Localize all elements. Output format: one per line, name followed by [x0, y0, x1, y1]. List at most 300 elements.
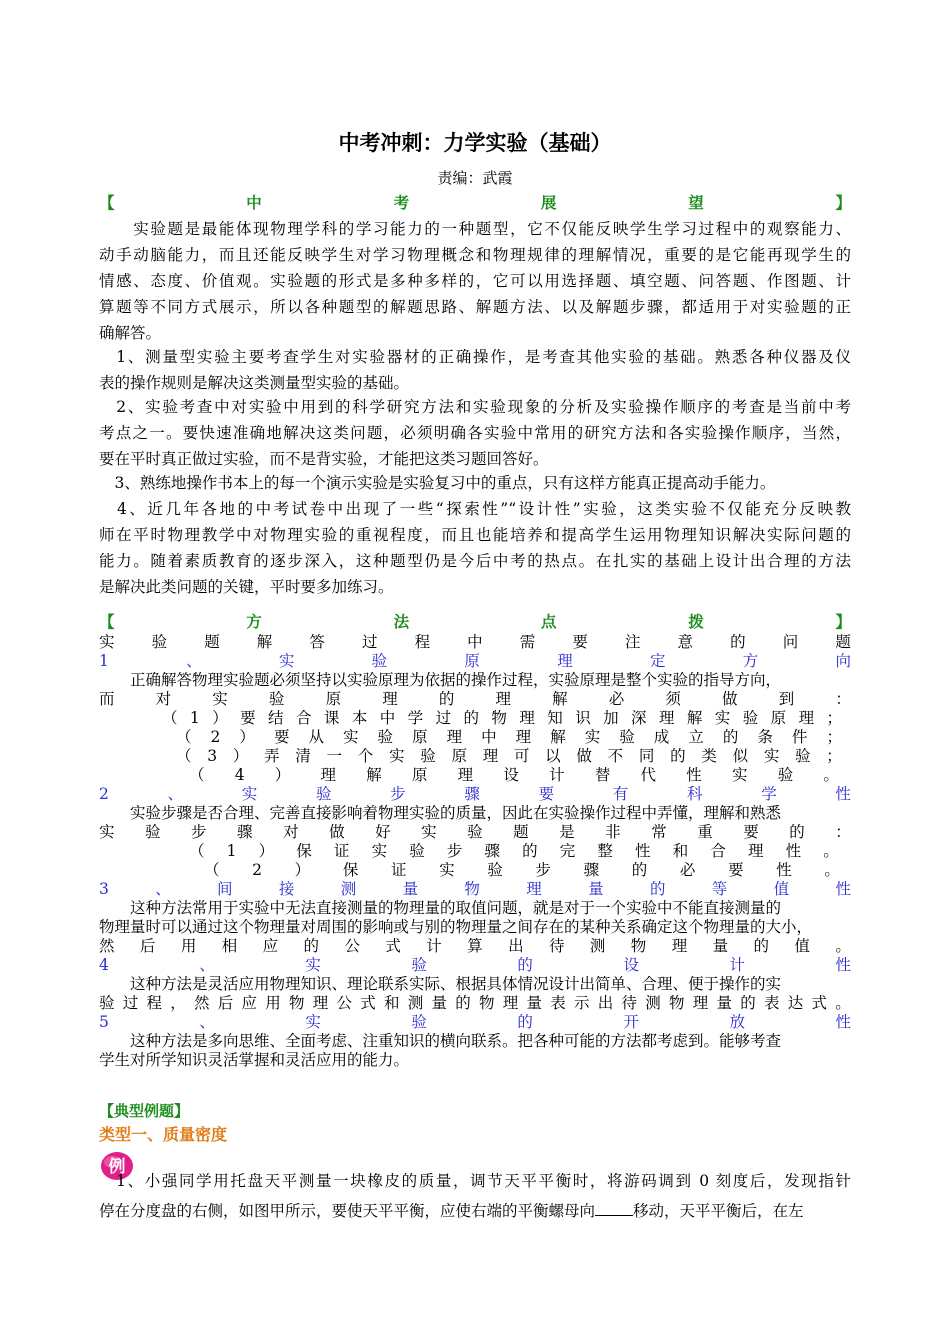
outlook-line: 能力。随着素质教育的逐步深入，这种题型仍是今后中考的热点。在扎实的基础上设计出合理的方法	[99, 552, 851, 570]
outlook-line: 3、熟练地操作书本上的每一个演示实验是实验复习中的重点，只有这样方能真正提高动手能力。	[99, 474, 776, 492]
section-4-body-last	[99, 994, 851, 1013]
glyph: 量	[712, 937, 729, 955]
glyph: 设	[623, 956, 639, 974]
glyph: 性	[776, 861, 792, 879]
glyph: 中	[467, 633, 483, 651]
glyph: 验	[777, 766, 794, 784]
glyph: 设	[503, 766, 519, 784]
glyph: 达	[787, 994, 804, 1012]
glyph: 性	[635, 842, 651, 860]
type-1-heading: 类型一、质量密度	[99, 1125, 228, 1144]
glyph: 测	[589, 937, 606, 955]
glyph: 验	[420, 747, 436, 765]
glyph: 值	[794, 937, 810, 955]
outlook-line: 考点之一。要快速准确地解决这类问题，必须明确各实验中常用的研究方法和各实验操作顺序，当然，	[99, 424, 851, 442]
section-3-body-last	[99, 937, 851, 956]
glyph: 验	[411, 1013, 427, 1031]
glyph: 理	[557, 652, 573, 670]
glyph: 验	[377, 728, 394, 746]
glyph: 性	[835, 880, 851, 898]
glyph: ：	[835, 823, 851, 841]
glyph: 计	[729, 956, 745, 974]
glyph: 必	[608, 690, 625, 708]
glyph: 原	[325, 690, 342, 708]
glyph: 要	[273, 728, 290, 746]
section-5-body: 这种方法是多向思维、全面考虑、注重知识的横向联系。把各种可能的方法都考虑到。能够考查	[99, 1032, 782, 1050]
glyph: 然	[99, 937, 115, 955]
glyph: 原	[770, 709, 787, 727]
outlook-line: 动手动脑能力，而且还能反映学生对学习物理概念和物理规律的理解情况，重要的是它能再现学生的	[99, 246, 851, 264]
glyph: 理	[692, 994, 709, 1012]
glyph: 、	[155, 880, 171, 898]
glyph: 实	[714, 709, 731, 727]
glyph: 的	[631, 861, 648, 879]
glyph: 1	[189, 709, 200, 727]
glyph: 性	[686, 766, 702, 784]
glyph: 识	[575, 709, 591, 727]
glyph: ）	[239, 728, 255, 746]
glyph: 过	[435, 709, 452, 727]
glyph: （	[176, 728, 192, 746]
glyph: 验	[467, 823, 483, 841]
glyph: 原	[411, 766, 428, 784]
glyph: 点	[540, 613, 557, 631]
glyph: 保	[296, 842, 312, 860]
glyph: 实	[212, 690, 228, 708]
glyph: ；	[826, 728, 842, 746]
glyph: 验	[315, 785, 332, 803]
glyph: 定	[649, 652, 666, 670]
glyph: 和	[384, 994, 400, 1012]
glyph: 的	[649, 880, 666, 898]
glyph: 5	[99, 1013, 109, 1031]
glyph: 证	[390, 861, 407, 879]
glyph: 后	[217, 994, 234, 1012]
glyph: 学	[407, 709, 424, 727]
glyph: 中	[379, 709, 396, 727]
glyph: ，	[170, 994, 186, 1012]
glyph: 解	[256, 633, 273, 651]
section-3-body: 物理量时可以通过这个物理量对周围的影响或与别的物理量之间存在的某种关系确定这个物理量的大小，	[99, 918, 813, 936]
outlook-line: 情感、态度、价值观。实验题的形式是多种多样的，它可以用选择题、填空题、问答题、作图题、计	[99, 272, 851, 290]
glyph: 实	[343, 728, 359, 746]
glyph: 原	[451, 747, 467, 765]
glyph: 验	[619, 728, 635, 746]
glyph: 测	[407, 994, 424, 1012]
glyph: 理	[658, 709, 675, 727]
outlook-line: 表的操作规则是解决这类测量型实验的基础。	[99, 374, 410, 392]
glyph: 加	[603, 709, 619, 727]
glyph: 注	[624, 633, 641, 651]
glyph: 理	[747, 842, 764, 860]
glyph: 成	[653, 728, 670, 746]
glyph: 展	[540, 194, 557, 212]
glyph: 对	[283, 823, 299, 841]
glyph: 同	[638, 747, 655, 765]
glyph: 】	[835, 613, 851, 631]
glyph: ；	[826, 747, 842, 765]
glyph: 向	[835, 652, 851, 670]
glyph: 2	[99, 785, 109, 803]
question-1-line: 1、小强同学用托盘天平测量一块橡皮的质量，调节天平平衡时，将游码调到 0 刻度后，发现指针	[99, 1172, 851, 1190]
glyph: 然	[194, 994, 210, 1012]
glyph: 验	[409, 842, 425, 860]
glyph: 计	[426, 937, 442, 955]
glyph: 替	[594, 766, 611, 784]
glyph: 实	[305, 1013, 321, 1031]
glyph: 条	[757, 728, 773, 746]
examples-heading: 【典型例题】	[99, 1102, 190, 1120]
glyph: 放	[729, 1013, 745, 1031]
glyph: 、	[167, 785, 184, 803]
glyph: 待	[548, 937, 565, 955]
section-2-heading	[99, 785, 851, 804]
glyph: （	[189, 842, 205, 860]
glyph: 做	[576, 747, 592, 765]
section-1-body: 正确解答物理实验题必须坚持以实验原理为依据的操作过程，实验原理是整个实验的指导方向，	[99, 671, 782, 689]
glyph: 的	[740, 994, 756, 1012]
glyph: 的	[455, 994, 471, 1012]
glyph: 的	[789, 823, 805, 841]
glyph: 要	[572, 633, 588, 651]
glyph: 个	[357, 747, 374, 765]
glyph: 解	[686, 709, 703, 727]
glyph: 验	[742, 709, 759, 727]
glyph: 理	[320, 766, 337, 784]
glyph: 、	[199, 1013, 215, 1031]
glyph: 可	[513, 747, 530, 765]
glyph: 解	[550, 728, 566, 746]
glyph: 接	[278, 880, 295, 898]
section-3-heading	[99, 880, 851, 899]
glyph: 值	[773, 880, 790, 898]
glyph: 量	[588, 880, 604, 898]
glyph: 测	[645, 994, 661, 1012]
glyph: 【	[99, 194, 115, 212]
glyph: 实	[99, 633, 115, 651]
glyph: 表	[550, 994, 566, 1012]
glyph: 式	[360, 994, 376, 1012]
outlook-line: 确解答。	[99, 324, 162, 342]
glyph: 性	[835, 956, 851, 974]
glyph: 步	[535, 861, 551, 879]
glyph: 验	[151, 633, 168, 651]
glyph: 中	[246, 194, 262, 212]
glyph: 题	[513, 823, 529, 841]
page-title: 中考冲刺：力学实验（基础）	[338, 131, 612, 155]
glyph: 性	[835, 1013, 851, 1031]
glyph: 过	[361, 633, 378, 651]
glyph: 。	[835, 994, 851, 1012]
glyph: 非	[605, 823, 621, 841]
glyph: 做	[722, 690, 738, 708]
glyph: 实	[305, 956, 321, 974]
glyph: 要	[538, 785, 555, 803]
glyph: 理	[457, 766, 474, 784]
glyph: 理	[671, 937, 688, 955]
glyph: 验	[99, 994, 115, 1012]
glyph: 3	[99, 880, 109, 898]
glyph: 的	[303, 937, 320, 955]
glyph: ）	[232, 747, 249, 765]
glyph: 【	[99, 613, 115, 631]
glyph: 中	[481, 728, 497, 746]
section-1-must	[99, 690, 851, 709]
glyph: （	[176, 747, 192, 765]
glyph: 4	[99, 956, 109, 974]
outlook-line: 师在平时物理教学中对物理实验的重视程度，而且也能培养和提高学生运用物理知识解决实际问题的	[99, 526, 851, 544]
glyph: 知	[547, 709, 563, 727]
glyph: 答	[309, 633, 325, 651]
section-5-heading	[99, 1013, 851, 1032]
glyph: 。	[824, 861, 840, 879]
outlook-line: 2、实验考查中对实验中用到的科学研究方法和实验现象的分析及实验操作顺序的考查是当前中考	[99, 398, 851, 416]
glyph: 式	[385, 937, 401, 955]
glyph: 的	[730, 633, 746, 651]
glyph: 立	[688, 728, 704, 746]
glyph: 到	[778, 690, 795, 708]
glyph: 物	[630, 937, 647, 955]
glyph: 物	[464, 880, 480, 898]
glyph: 测	[340, 880, 357, 898]
glyph: ：	[835, 690, 851, 708]
glyph: 理	[515, 728, 532, 746]
answer-blank[interactable]	[595, 1200, 633, 1216]
outlook-line: 4、近几年各地的中考试卷中出现了一些“探索性”“设计性”实验，这类实验不仅能充分反映教	[99, 500, 851, 518]
glyph: 科	[686, 785, 703, 803]
example-badge-label: 例	[108, 1157, 126, 1177]
glyph: 待	[621, 994, 638, 1012]
glyph: 件	[791, 728, 808, 746]
glyph: 程	[146, 994, 163, 1012]
glyph: 】	[835, 194, 851, 212]
glyph: 量	[716, 994, 733, 1012]
glyph: 验	[371, 652, 388, 670]
glyph: 清	[295, 747, 311, 765]
glyph: 出	[508, 937, 524, 955]
glyph: 常	[651, 823, 667, 841]
glyph: 骤	[484, 842, 500, 860]
glyph: 原	[412, 728, 428, 746]
glyph: 理	[519, 709, 535, 727]
glyph: （	[204, 861, 220, 879]
glyph: 理	[495, 690, 511, 708]
glyph: 验	[268, 690, 285, 708]
glyph: 应	[241, 994, 258, 1012]
glyph: 的	[753, 937, 770, 955]
glyph: 应	[262, 937, 279, 955]
glyph: 有	[612, 785, 629, 803]
glyph: 量	[402, 880, 419, 898]
glyph: 题	[204, 633, 220, 651]
outlook-heading	[99, 192, 851, 214]
glyph: 过	[122, 994, 139, 1012]
glyph: 法	[393, 613, 410, 631]
glyph: ）	[258, 842, 275, 860]
question-1-line	[99, 1200, 851, 1222]
glyph: 理	[382, 690, 398, 708]
glyph: 骤	[583, 861, 600, 879]
glyph: 后	[139, 937, 156, 955]
glyph: 不	[607, 747, 624, 765]
glyph: 解	[552, 690, 568, 708]
glyph: 验	[487, 861, 503, 879]
outlook-line: 1、测量型实验主要考查学生对实验器材的正确操作，是考查其他实验的基础。熟悉各种仪器及仪	[99, 348, 851, 366]
glyph: 问	[782, 633, 799, 651]
glyph: 式	[811, 994, 828, 1012]
glyph: 计	[549, 766, 565, 784]
glyph: 用	[265, 994, 281, 1012]
glyph: 实	[99, 823, 115, 841]
glyph: 一	[326, 747, 343, 765]
glyph: 原	[464, 652, 480, 670]
section-2-must	[99, 823, 851, 842]
glyph: 理	[446, 728, 463, 746]
question-1-text: 停在分度盘的右侧，如图甲所示，要使天平平衡，应使右端的平衡螺母向	[99, 1202, 596, 1220]
glyph: 代	[640, 766, 657, 784]
glyph: 方	[742, 652, 759, 670]
glyph: 课	[323, 709, 340, 727]
glyph: 表	[764, 994, 780, 1012]
glyph: 。	[823, 766, 839, 784]
glyph: 考	[393, 194, 410, 212]
glyph: 须	[665, 690, 681, 708]
glyph: 的	[517, 1013, 533, 1031]
glyph: 实	[278, 652, 295, 670]
glyph: 实	[731, 766, 748, 784]
glyph: 学	[761, 785, 777, 803]
glyph: 用	[180, 937, 197, 955]
glyph: 骤	[464, 785, 480, 803]
glyph: 以	[545, 747, 561, 765]
glyph: 实	[371, 842, 388, 860]
glyph: 方	[246, 613, 262, 631]
glyph: 程	[414, 633, 431, 651]
glyph: 理	[502, 994, 519, 1012]
glyph: 物	[491, 709, 507, 727]
glyph: 必	[679, 861, 696, 879]
section-1-heading	[99, 652, 851, 671]
glyph: 需	[519, 633, 536, 651]
glyph: （	[189, 766, 205, 784]
glyph: 意	[677, 633, 694, 651]
glyph: 的	[722, 728, 739, 746]
outlook-line: 算题等不同方式展示，所以各种题型的解题思路、解题方法、以及解题步骤，都适用于对实验题的正	[99, 298, 851, 316]
glyph: 重	[697, 823, 713, 841]
glyph: 验	[145, 823, 161, 841]
glyph: 完	[559, 842, 576, 860]
section-1-item	[189, 766, 839, 785]
glyph: 验	[411, 956, 427, 974]
methods-heading	[99, 613, 851, 632]
glyph: 性	[785, 842, 802, 860]
glyph: 本	[351, 709, 368, 727]
glyph: 似	[732, 747, 749, 765]
glyph: （	[162, 709, 178, 727]
glyph: 性	[835, 785, 851, 803]
glyph: 的	[438, 690, 455, 708]
glyph: ）	[294, 861, 311, 879]
outlook-line: 是解决此类问题的关键，平时要多加练习。	[99, 578, 394, 596]
glyph: 结	[268, 709, 284, 727]
glyph: 合	[710, 842, 726, 860]
glyph: 题	[835, 633, 851, 651]
glyph: 步	[446, 842, 463, 860]
glyph: 和	[672, 842, 689, 860]
glyph: 量	[431, 994, 448, 1012]
glyph: 公	[344, 937, 360, 955]
section-1-item	[176, 747, 842, 766]
glyph: 实	[439, 861, 455, 879]
glyph: 物	[669, 994, 685, 1012]
glyph: 2	[252, 861, 263, 879]
glyph: 理	[798, 709, 815, 727]
outlook-line: 要在平时真正做过实验，而不是背实验，才能把这类习题回答好。	[99, 450, 549, 468]
glyph: 整	[597, 842, 613, 860]
glyph: 望	[688, 194, 704, 212]
glyph: 2	[210, 728, 221, 746]
glyph: 、	[199, 956, 215, 974]
section-4-heading	[99, 956, 851, 975]
glyph: 物	[479, 994, 495, 1012]
glyph: 理	[312, 994, 329, 1012]
glyph: 实	[584, 728, 601, 746]
glyph: 拨	[688, 613, 704, 631]
glyph: 1	[226, 842, 237, 860]
glyph: 保	[342, 861, 359, 879]
glyph: ）	[212, 709, 228, 727]
glyph: 、	[186, 652, 202, 670]
glyph: 的	[670, 747, 686, 765]
glyph: 公	[336, 994, 353, 1012]
author-line: 责编：武霞	[437, 169, 513, 187]
glyph: 步	[191, 823, 207, 841]
glyph: 类	[701, 747, 717, 765]
glyph: 等	[711, 880, 728, 898]
glyph: 要	[728, 861, 744, 879]
glyph: 实	[763, 747, 780, 765]
glyph: 。	[823, 842, 839, 860]
glyph: 。	[835, 937, 851, 955]
glyph: 要	[240, 709, 256, 727]
glyph: 要	[743, 823, 759, 841]
glyph: 是	[559, 823, 575, 841]
glyph: 好	[375, 823, 391, 841]
section-1-item	[176, 728, 842, 747]
glyph: ）	[274, 766, 291, 784]
glyph: 示	[574, 994, 590, 1012]
glyph: 相	[221, 937, 238, 955]
glyph: 3	[207, 747, 218, 765]
glyph: 理	[482, 747, 499, 765]
glyph: 的	[517, 956, 533, 974]
section-2-item	[204, 861, 840, 880]
glyph: 物	[289, 994, 305, 1012]
glyph: 骤	[237, 823, 253, 841]
glyph: 的	[522, 842, 538, 860]
glyph: ；	[826, 709, 842, 727]
glyph: 的	[463, 709, 480, 727]
question-1-text: 移动，天平平衡后，在左	[633, 1202, 804, 1220]
section-2-body: 实验步骤是否合理、完善直接影响着物理实验的质量，因此在实验操作过程中弄懂，理解和熟悉	[99, 804, 782, 822]
methods-intro	[99, 633, 851, 652]
section-1-item	[162, 709, 842, 728]
glyph: 深	[631, 709, 647, 727]
outlook-line: 实验题是最能体现物理学科的学习能力的一种题型，它不仅能反映学生学习过程中的观察能力、	[99, 220, 851, 238]
glyph: 而	[99, 690, 115, 708]
glyph: 合	[295, 709, 312, 727]
section-3-body: 这种方法常用于实验中无法直接测量的物理量的取值问题，就是对于一个实验中不能直接测量的	[99, 899, 782, 917]
